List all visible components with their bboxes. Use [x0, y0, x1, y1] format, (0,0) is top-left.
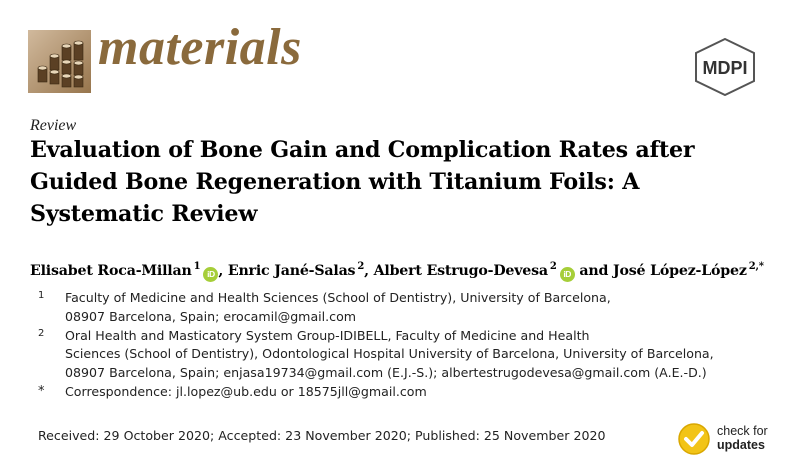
orcid-icon[interactable]: iD — [203, 267, 218, 282]
affiliation-list — [30, 289, 790, 402]
author-name: Albert Estrugo-Devesa — [373, 263, 548, 279]
check-updates-line1: check for — [717, 424, 768, 438]
affiliation-line: Sciences (School of Dentistry), Odontological Hospital University of Barcelona, University of Barcelona, — [65, 346, 714, 362]
checkmark-badge-icon — [677, 422, 711, 456]
affiliation-line: 08907 Barcelona, Spain; enjasa19734@gmail.com (E.J.-S.); albertestrugodevesa@gmail.com (A.E.-D.) — [65, 365, 707, 381]
author-affiliation-marker: 2 — [357, 261, 365, 272]
orcid-icon[interactable]: iD — [560, 267, 575, 282]
affiliation-marker: 1 — [38, 290, 45, 301]
affiliation-item — [30, 327, 790, 383]
affiliation-line: Oral Health and Masticatory System Group-IDIBELL, Faculty of Medicine and Health — [65, 327, 590, 343]
mdpi-logo-icon — [693, 38, 757, 96]
article-type: Review — [30, 117, 77, 134]
affiliation-item — [30, 383, 790, 402]
affiliation-line: 08907 Barcelona, Spain; erocamil@gmail.com — [65, 308, 357, 324]
author-name: Elisabet Roca-Millan — [30, 263, 192, 279]
author-list: Elisabet Roca-Millan $^1$iD , Enric Jané-Salas $^2$, Albert Estrugo-Devesa $^2$iD and José López-López $^{2,*}$ — [30, 261, 790, 282]
author-affiliation-marker: 1 — [193, 261, 201, 272]
affiliation-item — [30, 289, 790, 327]
author-affiliation-marker: 2 — [549, 261, 557, 272]
author-name: José López-López — [612, 263, 747, 279]
article-title: Evaluation of Bone Gain and Complication Rates after Guided Bone Regeneration with Titanium Foils: A Systematic Review — [30, 137, 695, 227]
author-affiliation-marker: 2,* — [748, 261, 764, 272]
affiliation-line: Faculty of Medicine and Health Sciences (School of Dentistry), University of Barcelona, — [65, 290, 611, 305]
check-for-updates-label — [717, 424, 768, 452]
publisher-name: MDPI — [702, 58, 748, 78]
affiliation-line: Correspondence: jl.lopez@ub.edu or 18575jll@gmail.com — [65, 383, 427, 399]
check-for-updates-button[interactable] — [677, 420, 787, 460]
publication-dates: Received: 29 October 2020; Accepted: 23 November 2020; Published: 25 November 2020 — [38, 428, 606, 443]
affiliation-marker: 2 — [38, 327, 45, 339]
author-name: Enric Jané-Salas — [227, 263, 356, 279]
journal-name: materials — [98, 19, 302, 76]
journal-logo-icon — [28, 30, 91, 93]
check-updates-line2: updates — [717, 438, 765, 452]
affiliation-marker: * — [38, 383, 45, 399]
